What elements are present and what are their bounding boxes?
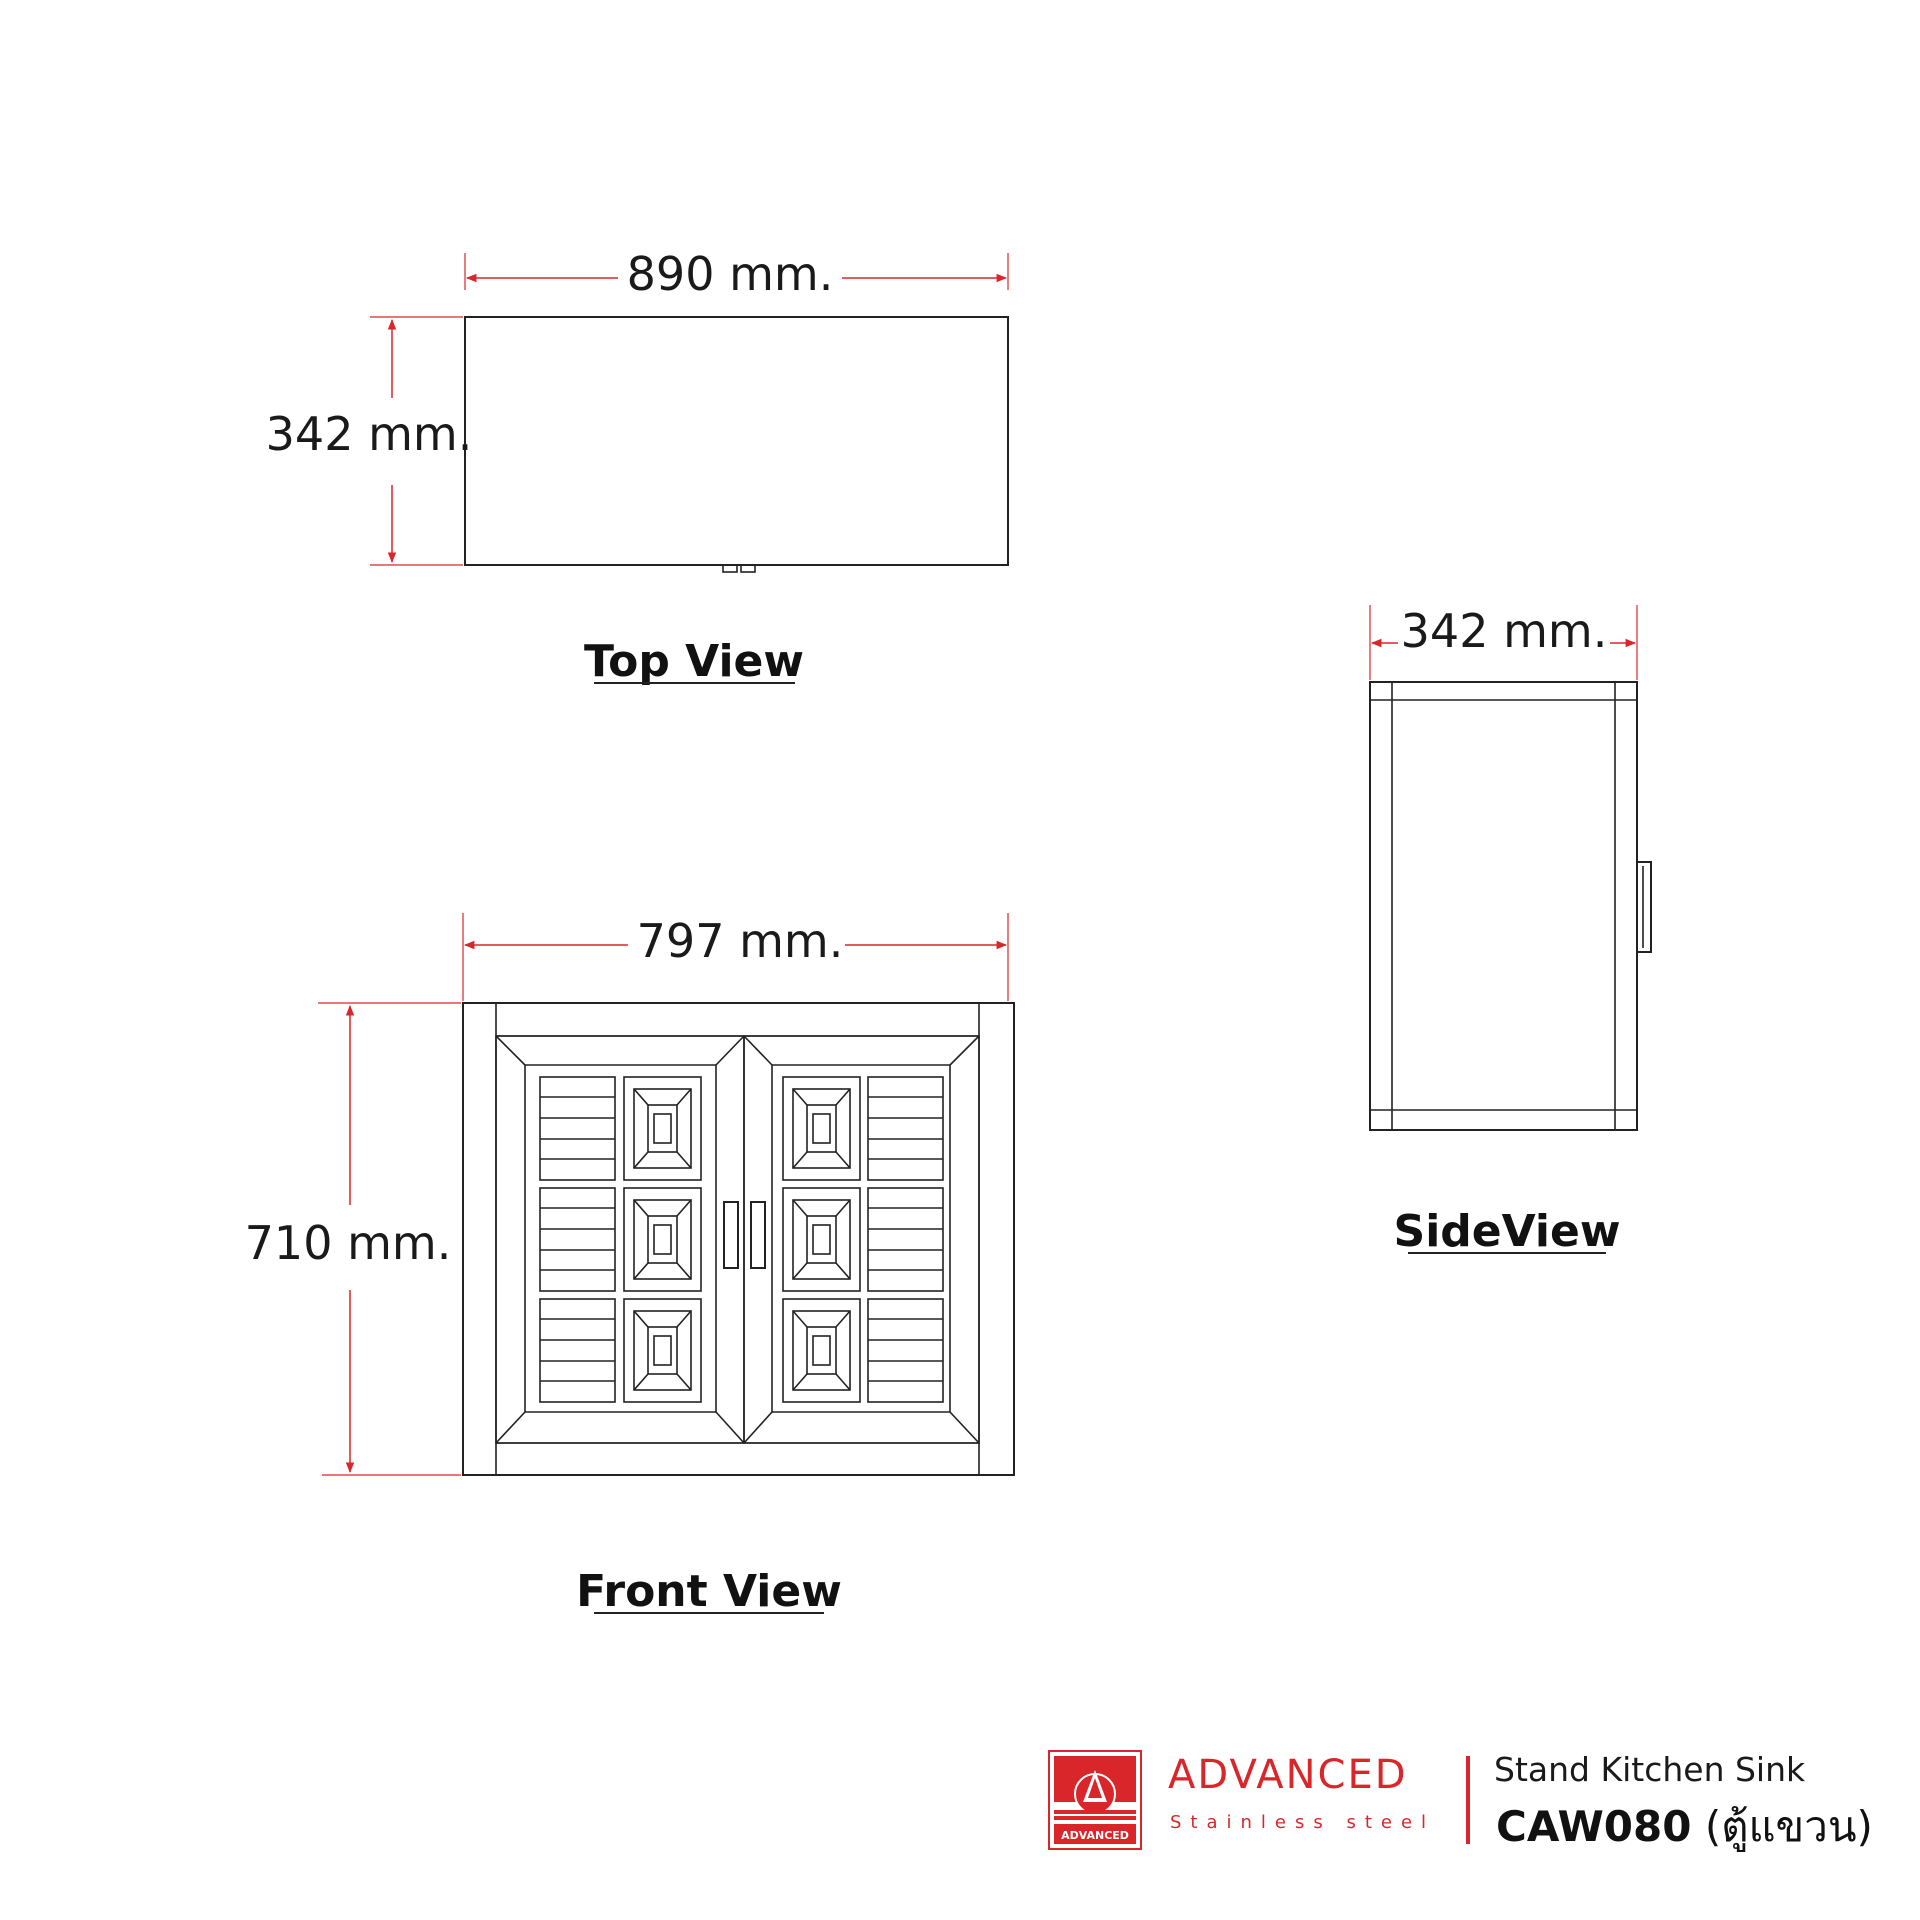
top-depth-label: 342 mm.: [265, 407, 473, 461]
brand-tagline: Stainless steel: [1170, 1812, 1436, 1833]
product-category: Stand Kitchen Sink: [1494, 1750, 1806, 1789]
side-depth-dimension: [1370, 604, 1637, 680]
front-width-label: 797 mm.: [636, 914, 844, 968]
left-door: [496, 1036, 744, 1443]
right-louver-panels: [868, 1077, 943, 1402]
side-view: [1370, 604, 1651, 1257]
left-raised-panels: [624, 1077, 701, 1402]
top-depth-dimension: [266, 317, 473, 565]
advanced-logo: [1048, 1750, 1142, 1850]
front-width-dimension: [463, 913, 1008, 1001]
model-note: (ตู้แขวน): [1704, 1802, 1873, 1851]
top-view: [266, 247, 1008, 687]
front-height-dimension: [245, 1003, 461, 1475]
side-view-title: SideView: [1393, 1206, 1621, 1257]
top-width-label: 890 mm.: [626, 247, 834, 301]
footer-divider: [1466, 1756, 1470, 1844]
top-width-dimension: [465, 247, 1008, 301]
top-view-outline: [465, 317, 1008, 565]
front-height-label: 710 mm.: [244, 1216, 452, 1270]
top-view-title: Top View: [583, 636, 805, 687]
front-view-title: Front View: [576, 1566, 842, 1617]
brand-name: ADVANCED: [1168, 1752, 1408, 1798]
side-depth-label: 342 mm.: [1400, 604, 1608, 658]
top-view-handles: [723, 565, 755, 572]
side-view-handle: [1637, 862, 1651, 952]
logo-text: ADVANCED: [1061, 1829, 1129, 1842]
right-raised-panels: [783, 1077, 860, 1402]
model-code: CAW080: [1496, 1802, 1692, 1851]
brand-footer: [1048, 1750, 1888, 1855]
right-door: [744, 1036, 979, 1443]
product-model: [1496, 1794, 1873, 1860]
left-louver-panels: [540, 1077, 615, 1402]
front-view: [245, 913, 1014, 1617]
